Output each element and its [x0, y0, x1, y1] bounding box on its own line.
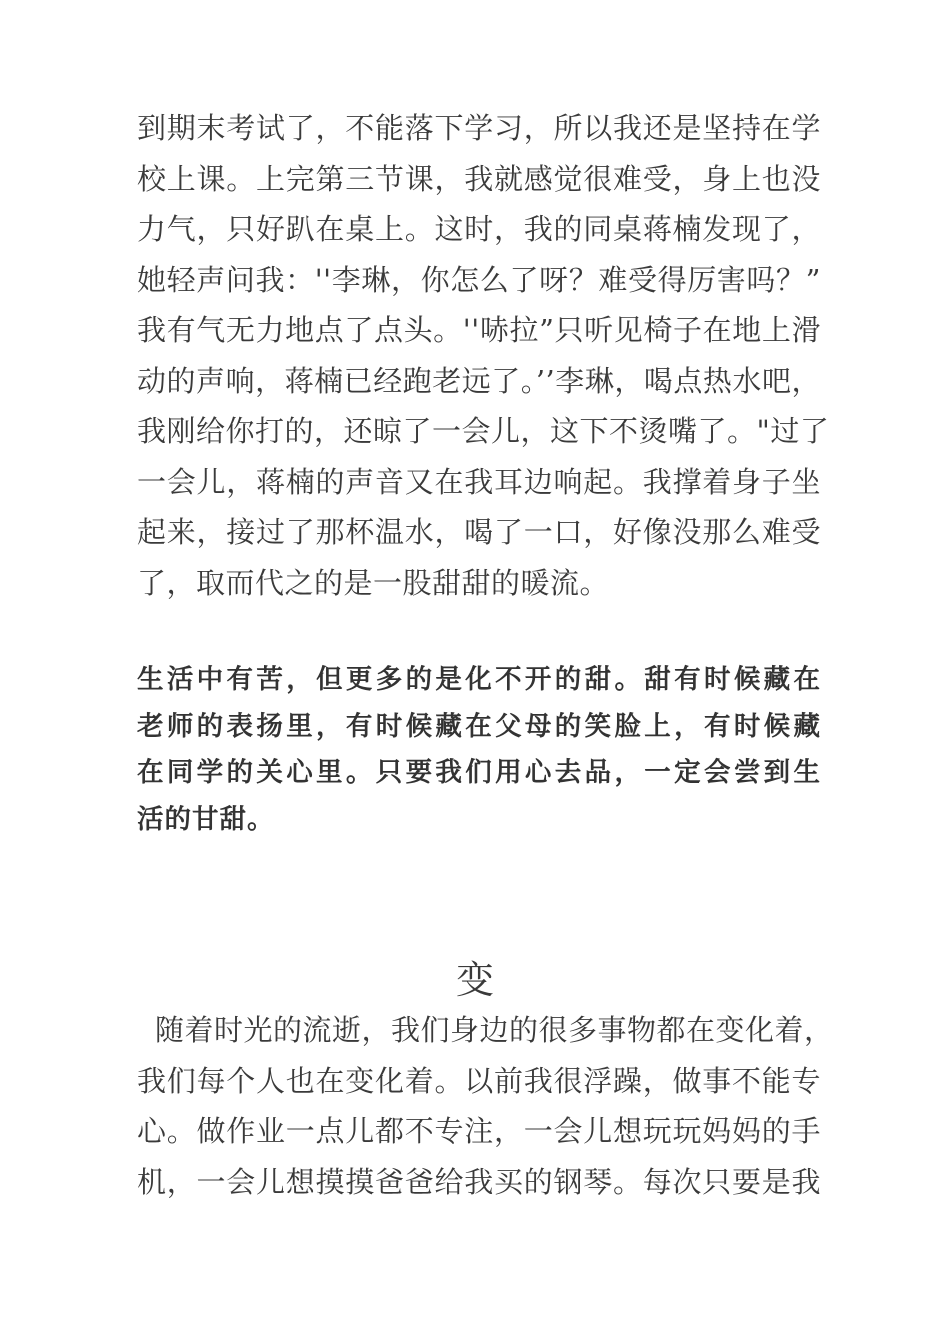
paragraph-line: 我刚给你打的，还晾了一会儿，这下不烫嘴了。"过了	[137, 414, 830, 448]
paragraph-line: 我有气无力地点了点头。''哧拉”只听见椅子在地上滑	[137, 313, 821, 347]
paragraph-story	[137, 103, 830, 608]
paragraph-line: 活的甘甜。	[137, 803, 275, 835]
essay-title: 变	[455, 958, 494, 1002]
paragraph-line: 老师的表扬里，有时候藏在父母的笑脸上，有时候藏	[137, 710, 821, 742]
paragraph-line: 生活中有苦，但更多的是化不开的甜。甜有时候藏在	[137, 664, 821, 695]
paragraph-line: 我们每个人也在变化着。以前我很浮躁，做事不能专	[137, 1063, 821, 1098]
paragraph-line: 力气，只好趴在桌上。这时，我的同桌蒋楠发现了，	[137, 212, 821, 246]
paragraph-change-essay	[137, 1005, 834, 1207]
paragraph-line: 机，一会儿想摸摸爸爸给我买的钢琴。每次只要是我	[137, 1164, 821, 1199]
paragraph-line: 心。做作业一点儿都不专注，一会儿想玩玩妈妈的手	[137, 1114, 821, 1148]
paragraph-line: 她轻声问我：''李琳，你怎么了呀？难受得厉害吗？”	[137, 262, 821, 297]
paragraph-line: 一会儿，蒋楠的声音又在我耳边响起。我撑着身子坐	[137, 464, 821, 499]
paragraph-line: 了，取而代之的是一股甜甜的暖流。	[137, 565, 610, 600]
paragraph-line: 起来，接过了那杯温水，喝了一口，好像没那么难受	[137, 515, 821, 549]
paragraph-line: 到期末考试了，不能落下学习，所以我还是坚持在学	[137, 111, 821, 145]
paragraph-line: 随着时光的流逝，我们身边的很多事物都在变化着，	[155, 1013, 834, 1047]
paragraph-line: 动的声响，蒋楠已经跑老远了。’’李琳，喝点热水吧，	[137, 363, 821, 398]
paragraph-conclusion	[137, 657, 821, 843]
paragraph-line: 校上课。上完第三节课，我就感觉很难受，身上也没	[137, 161, 821, 196]
paragraph-line: 在同学的关心里。只要我们用心去品，一定会尝到生	[137, 757, 821, 788]
